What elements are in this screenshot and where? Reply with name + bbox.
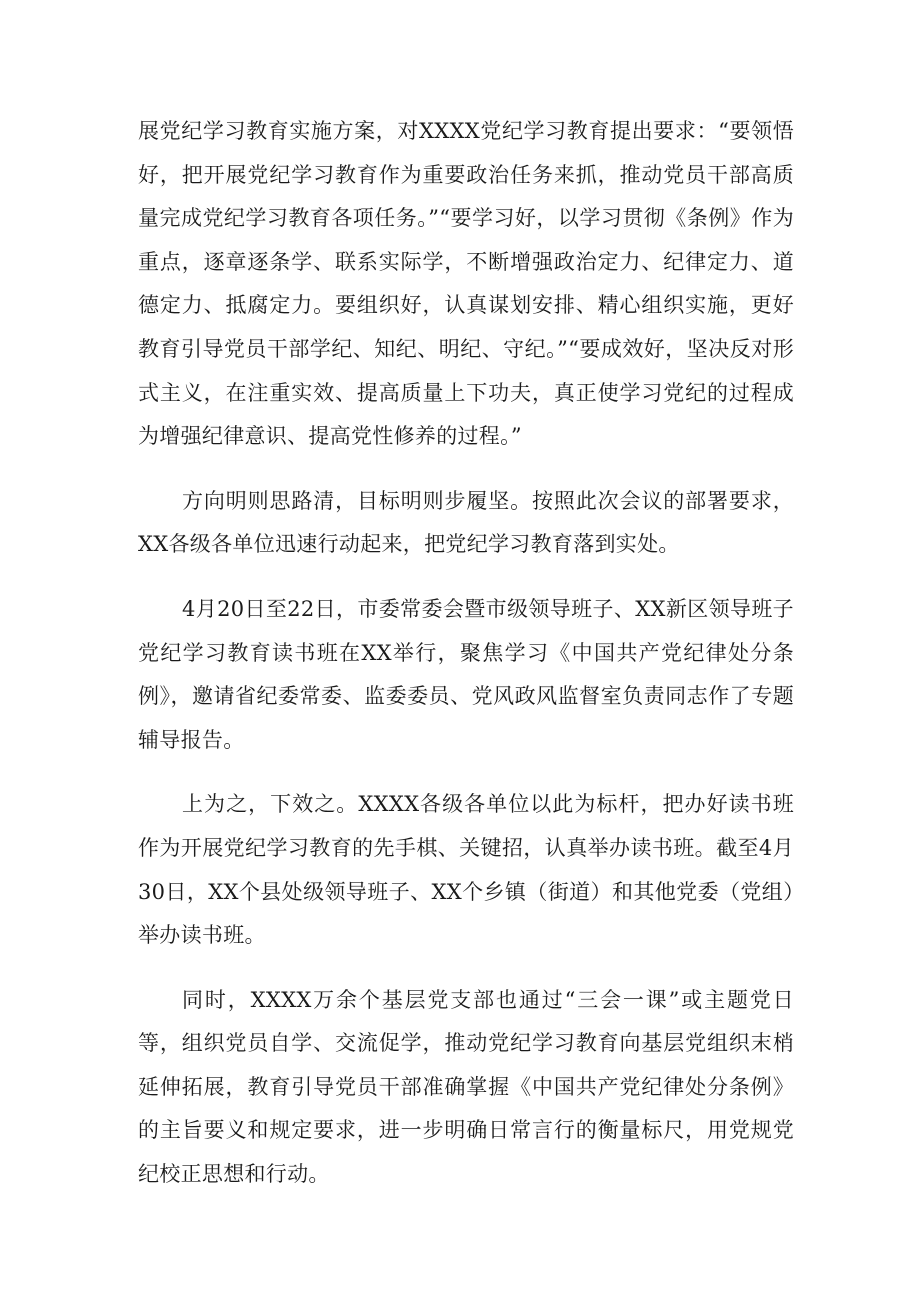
document-body (138, 110, 794, 1218)
paragraph-reading-class: 4月20日至22日，市委常委会暨市级领导班子、XX新区领导班子党纪学习教育读书班在XX举行，聚焦学习《中国共产党纪律处分条例》，邀请省纪委常委、监委委员、党风政风监督室负责同志作了专题辅导报告。 (138, 596, 794, 752)
paragraph-continued: 展党纪学习教育实施方案，对XXXX党纪学习教育提出要求：“要领悟好，把开展党纪学习教育作为重要政治任务来抓，推动党员干部高质量完成党纪学习教育各项任务。”“要学习好，以学习贯彻《条例》作为重点，逐章逐条学、联系实际学，不断增强政治定力、纪律定力、道德定力、抵腐定力。要组织好，认真谋划安排、精心组织实施，更好教育引导党员干部学纪、知纪、明纪、守纪。”“要成效好，坚决反对形式主义，在注重实效、提高质量上下功夫，真正使学习党纪的过程成为增强纪律意识、提高党性修养的过程。” (138, 119, 794, 449)
paragraph-direction: 方向明则思路清，目标明则步履坚。按照此次会议的部署要求，XX各级各单位迅速行动起来，把党纪学习教育落到实处。 (138, 488, 794, 557)
paragraph-example: 上为之，下效之。XXXX各级各单位以此为标杆，把办好读书班作为开展党纪学习教育的先手棋、关键招，认真举办读书班。截至4月30日，XX个县处级领导班子、XX个乡镇（街道）和其他党委（党组）举办读书班。 (138, 792, 794, 948)
paragraph-grassroots: 同时，XXXX万余个基层党支部也通过“三会一课”或主题党日等，组织党员自学、交流促学，推动党纪学习教育向基层党组织末梢延伸拓展，教育引导党员干部准确掌握《中国共产党纪律处分条例》的主旨要义和规定要求，进一步明确日常言行的衡量标尺，用党规党纪校正思想和行动。 (138, 987, 794, 1187)
